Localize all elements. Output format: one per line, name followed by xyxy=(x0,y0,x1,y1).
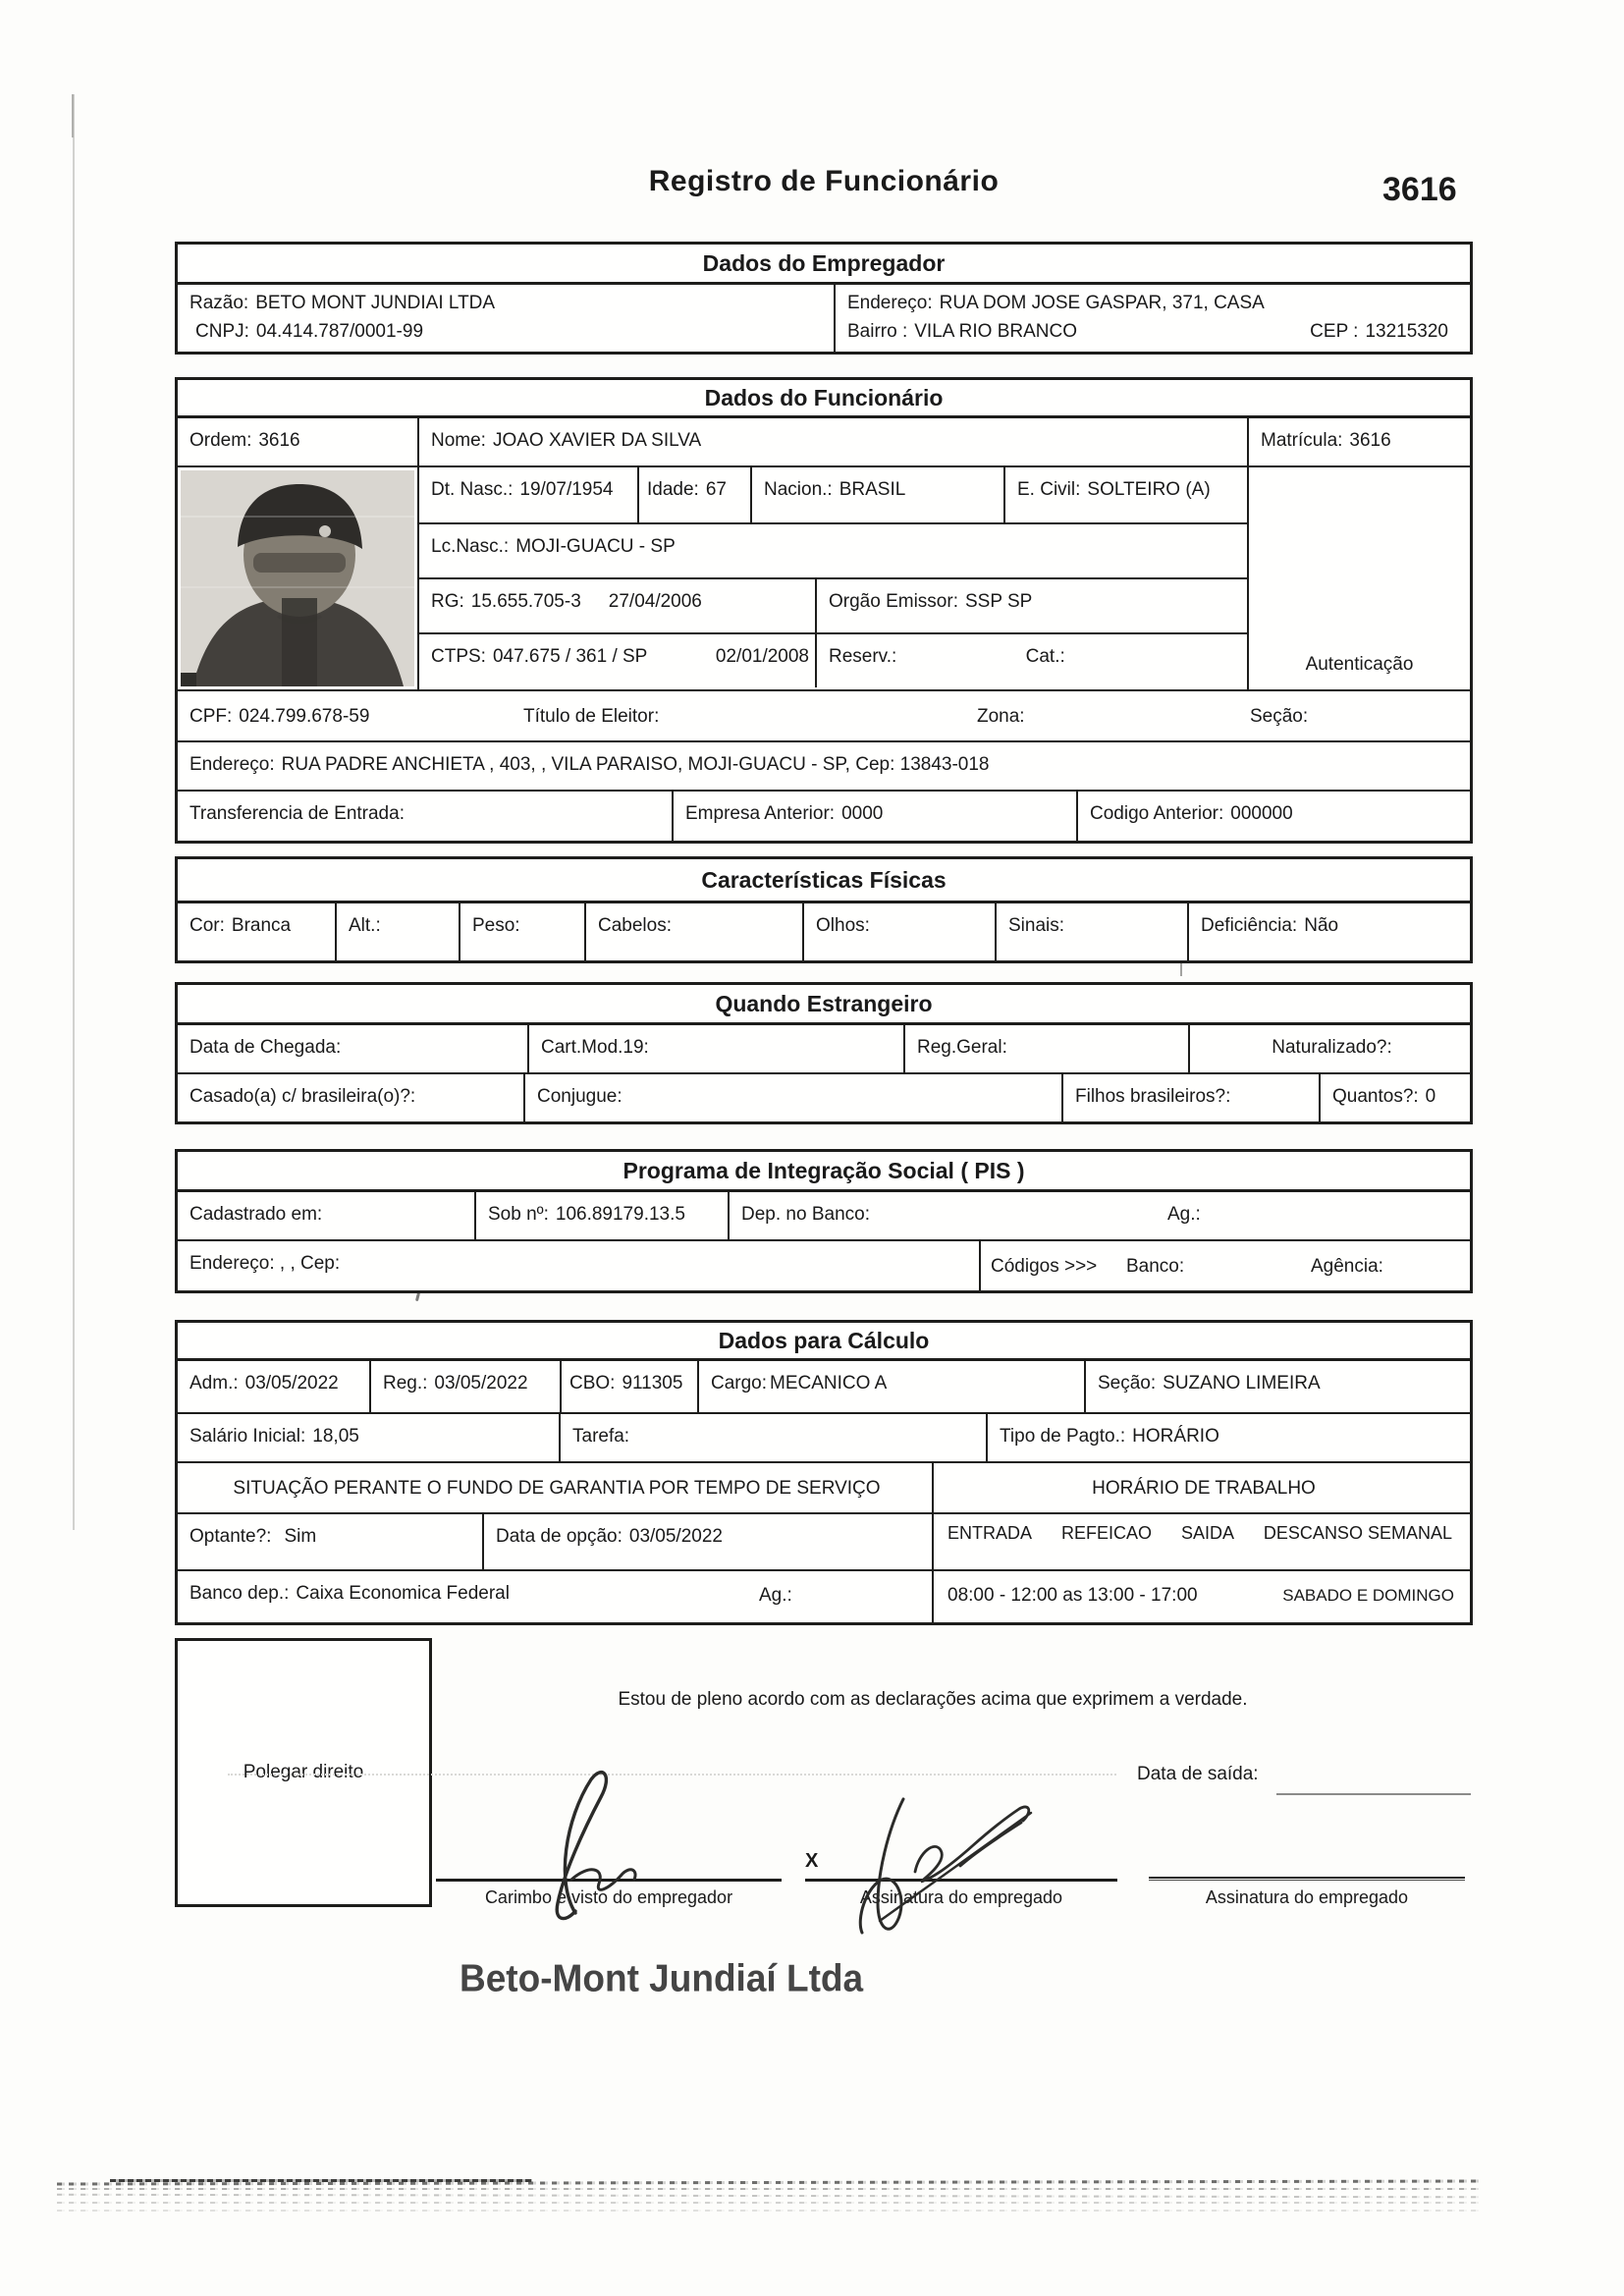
row-transferencia xyxy=(178,790,1470,841)
field-label: Optante?: xyxy=(189,1526,272,1547)
field-label: Reg.Geral: xyxy=(917,1037,1007,1058)
page-number: 3616 xyxy=(1382,171,1457,208)
field-label: Nome: xyxy=(431,430,486,451)
field-bairro xyxy=(847,320,1077,343)
scan-noise-line xyxy=(57,2210,1483,2212)
declaracao-text: Estou de pleno acordo com as declarações acima que exprimem a verdade. xyxy=(618,1689,1248,1710)
field-label: Data de Chegada: xyxy=(189,1037,342,1058)
row-pis-2 xyxy=(178,1239,1470,1290)
field-label: Razão: xyxy=(189,293,249,313)
section-title: Dados do Empregador xyxy=(178,245,1470,285)
field-label: Data de opção: xyxy=(496,1526,623,1547)
field-value: SUZANO LIMEIRA xyxy=(1163,1373,1321,1394)
horario-trabalho-header xyxy=(934,1463,1470,1512)
field-value: Branca xyxy=(231,915,292,936)
field-label: Conjugue: xyxy=(537,1086,623,1107)
employer-signature-scribble xyxy=(507,1764,664,1926)
field-value: SOLTEIRO (A) xyxy=(1087,479,1211,500)
field-label: Sob nº: xyxy=(488,1204,549,1225)
carimbo-label: Carimbo e visto do empregador xyxy=(484,1887,733,1907)
field-label: Tarefa: xyxy=(572,1426,630,1447)
field-value: 03/05/2022 xyxy=(244,1373,339,1394)
field-value: 67 xyxy=(705,479,727,500)
field-optante xyxy=(178,1514,484,1569)
section-title: Programa de Integração Social ( PIS ) xyxy=(178,1152,1470,1192)
field-estado-civil xyxy=(1005,467,1247,522)
field-label: Endereço: xyxy=(189,754,275,775)
field-horario-valor xyxy=(934,1571,1470,1622)
field-adm xyxy=(178,1361,371,1412)
field-ordem xyxy=(178,418,419,465)
field-value: RUA PADRE ANCHIETA , 403, , VILA PARAISO, MOJI-GUACU - SP, Cep: 13843-018 xyxy=(281,754,990,775)
field-endereco-funcionario xyxy=(178,742,1470,790)
assinatura-empregado-label-1: Assinatura do empregado xyxy=(859,1887,1063,1907)
field-label: Naturalizado?: xyxy=(1272,1037,1392,1058)
field-sob-numero xyxy=(476,1192,730,1239)
scan-noise-line xyxy=(57,2202,1483,2204)
field-label: Seção: xyxy=(1098,1373,1157,1394)
row-nascimento xyxy=(419,467,1247,522)
section-title: Dados do Funcionário xyxy=(178,380,1470,418)
field-value: 106.89179.13.5 xyxy=(555,1204,685,1225)
scan-artifact-dotted-line xyxy=(228,1774,1116,1776)
field-pis-endereco xyxy=(178,1241,981,1290)
field-label: Deficiência: xyxy=(1201,915,1298,936)
field-label: Empresa Anterior: xyxy=(685,803,836,824)
field-label: Cabelos: xyxy=(598,915,672,936)
field-label: Endereço: xyxy=(847,293,933,313)
data-saida-label: Data de saída: xyxy=(1137,1764,1259,1784)
field-matricula xyxy=(1249,418,1470,465)
field-zona: Zona: xyxy=(977,706,1025,727)
field-value: VILA RIO BRANCO xyxy=(914,321,1078,342)
field-orgao-emissor xyxy=(817,579,1247,632)
col-refeicao: REFEICAO xyxy=(1060,1523,1152,1543)
field-cadastrado-em xyxy=(178,1192,476,1239)
field-rg xyxy=(419,579,817,632)
field-cabelos xyxy=(586,903,804,960)
photo-side-rows xyxy=(419,467,1249,689)
field-cpf xyxy=(189,705,369,728)
field-ctps-num xyxy=(431,645,647,687)
field-cep xyxy=(1310,320,1448,343)
field-reserv-cat xyxy=(817,634,1247,687)
field-label: Dt. Nasc.: xyxy=(431,479,514,500)
field-lc-nasc xyxy=(419,524,1247,577)
section-caracteristicas-fisicas xyxy=(175,856,1473,963)
field-label: CBO: xyxy=(569,1373,616,1394)
field-label: Cadastrado em: xyxy=(189,1204,323,1225)
field-value: 13215320 xyxy=(1365,321,1448,342)
section-pis xyxy=(175,1149,1473,1293)
field-label: Orgão Emissor: xyxy=(829,591,958,612)
field-endereco xyxy=(847,292,1462,314)
field-olhos xyxy=(804,903,997,960)
field-razao-cnpj xyxy=(178,285,836,352)
field-value: RUA DOM JOSE GASPAR, 371, CASA xyxy=(939,293,1265,313)
scan-noise-line xyxy=(57,2194,1483,2199)
field-banco-dep xyxy=(178,1571,934,1622)
field-value: JOAO XAVIER DA SILVA xyxy=(492,430,702,451)
field-value: Caixa Economica Federal xyxy=(296,1583,510,1604)
row-calculo-1 xyxy=(178,1361,1470,1412)
field-value: SSP SP xyxy=(964,591,1033,612)
field-value: MOJI-GUACU - SP xyxy=(515,536,676,557)
field-label: Salário Inicial: xyxy=(189,1426,306,1447)
scan-artifact-vertical-line-dark xyxy=(72,94,74,137)
field-label: Cart.Mod.19: xyxy=(541,1037,649,1058)
field-label: Idade: xyxy=(647,479,699,500)
scan-noise-line xyxy=(57,2188,1483,2190)
row-local-nascimento xyxy=(419,522,1247,577)
field-value: 047.675 / 361 / SP xyxy=(492,646,648,667)
field-label: Dep. no Banco: xyxy=(741,1204,870,1225)
field-label: CPF: xyxy=(189,706,233,727)
section-title: Dados para Cálculo xyxy=(178,1323,1470,1361)
row-calculo-3 xyxy=(178,1461,1470,1512)
field-value: 04.414.787/0001-99 xyxy=(255,321,424,342)
field-dep-banco xyxy=(730,1192,1470,1239)
signature-line-employee-2 xyxy=(1149,1877,1465,1881)
field-cor xyxy=(178,903,337,960)
row-estrangeiro-2 xyxy=(178,1072,1470,1121)
field-label: Alt.: xyxy=(349,915,381,936)
scan-noise-line-dark xyxy=(110,2179,532,2182)
field-deficiencia xyxy=(1189,903,1470,960)
field-label: E. Civil: xyxy=(1017,479,1081,500)
field-ag-label: Ag.: xyxy=(1167,1204,1201,1225)
field-label: Cargo: xyxy=(711,1373,768,1394)
field-quantos xyxy=(1321,1074,1470,1121)
field-value: MECANICO A xyxy=(770,1373,888,1394)
section-quando-estrangeiro xyxy=(175,982,1473,1124)
field-value: 3616 xyxy=(1349,430,1391,451)
field-label: Lc.Nasc.: xyxy=(431,536,510,557)
field-naturalizado xyxy=(1190,1025,1470,1072)
field-label: Olhos: xyxy=(816,915,870,936)
row-pis-1 xyxy=(178,1192,1470,1239)
field-cbo xyxy=(562,1361,699,1412)
field-secao: Seção: xyxy=(1250,706,1309,727)
col-entrada: ENTRADA xyxy=(947,1523,1033,1543)
field-filhos-brasileiros xyxy=(1063,1074,1321,1121)
x-mark: X xyxy=(805,1850,819,1872)
company-stamp-text: Beto-Mont Jundiaí Ltda xyxy=(460,1957,864,1999)
field-ctps xyxy=(419,634,817,687)
section-dados-empregador xyxy=(175,242,1473,355)
field-agencia-label: Agência: xyxy=(1311,1256,1383,1277)
field-cat-label: Cat.: xyxy=(1025,646,1065,667)
field-cargo xyxy=(699,1361,1086,1412)
photo-cell xyxy=(178,467,419,689)
field-dt-nasc xyxy=(419,467,639,522)
field-reg-geral xyxy=(905,1025,1190,1072)
row-calculo-4 xyxy=(178,1512,1470,1569)
field-conjugue xyxy=(525,1074,1063,1121)
field-codigos-label: Códigos >>> xyxy=(991,1256,1098,1277)
field-label: CTPS: xyxy=(431,646,486,667)
scan-artifact-tick xyxy=(415,1292,420,1301)
field-value: 911305 xyxy=(622,1373,683,1394)
polegar-label: Polegar direito xyxy=(243,1762,364,1782)
field-value: 03/05/2022 xyxy=(434,1373,528,1394)
col-saida: SAIDA xyxy=(1180,1523,1234,1543)
field-salario-inicial xyxy=(178,1414,561,1461)
field-value: 0000 xyxy=(841,803,884,824)
field-value: 15.655.705-3 xyxy=(470,591,581,612)
employee-signature-scribble xyxy=(823,1789,1058,1946)
field-label: Transferencia de Entrada: xyxy=(189,803,405,824)
field-value: 3616 xyxy=(258,430,300,451)
field-tipo-pagto xyxy=(988,1414,1470,1461)
field-label: Banco dep.: xyxy=(189,1583,290,1604)
field-data-opcao xyxy=(484,1514,934,1569)
field-value: BETO MONT JUNDIAI LTDA xyxy=(255,293,496,313)
field-data-chegada xyxy=(178,1025,529,1072)
field-label: Cor: xyxy=(189,915,225,936)
autenticacao-label: Autenticação xyxy=(1305,654,1414,675)
cpf-row-cell xyxy=(178,691,1470,740)
section-title: Quando Estrangeiro xyxy=(178,985,1470,1025)
row-fisicas xyxy=(178,903,1470,960)
field-label: CNPJ: xyxy=(195,321,249,342)
field-label: Quantos?: xyxy=(1332,1086,1419,1107)
field-secao-calculo xyxy=(1086,1361,1470,1412)
page-title: Registro de Funcionário xyxy=(648,165,1000,197)
field-ag-dep-label: Ag.: xyxy=(759,1585,792,1606)
field-casado-brasileira xyxy=(178,1074,525,1121)
field-value: HORÁRIO xyxy=(1132,1426,1219,1447)
field-cnpj xyxy=(189,320,826,343)
field-nacionalidade xyxy=(752,467,1005,522)
field-label: Bairro : xyxy=(847,321,908,342)
data-saida-blank-line xyxy=(1276,1793,1471,1795)
scan-artifact-vertical-line xyxy=(73,94,75,1530)
field-label: Matrícula: xyxy=(1261,430,1343,451)
row-cpf xyxy=(178,689,1470,740)
field-endereco-bairro xyxy=(836,285,1470,352)
descanso-value: SABADO E DOMINGO xyxy=(1282,1586,1454,1605)
field-tarefa xyxy=(561,1414,988,1461)
field-label: CEP : xyxy=(1310,321,1359,342)
field-cart-mod xyxy=(529,1025,905,1072)
field-reg xyxy=(371,1361,562,1412)
field-codigo-anterior xyxy=(1078,792,1470,841)
field-label: Ordem: xyxy=(189,430,252,451)
field-label: Codigo Anterior: xyxy=(1090,803,1224,824)
field-value: Sim xyxy=(284,1526,317,1547)
field-codigos-banco-agencia xyxy=(981,1241,1470,1290)
horario-columns xyxy=(934,1514,1470,1569)
col-descanso: DESCANSO SEMANAL xyxy=(1263,1523,1452,1543)
field-bairro-cep xyxy=(847,320,1462,343)
field-value: 19/07/1954 xyxy=(519,479,614,500)
field-value: BRASIL xyxy=(839,479,906,500)
field-label: Peso: xyxy=(472,915,520,936)
field-label: Reg.: xyxy=(383,1373,428,1394)
field-transferencia xyxy=(178,792,674,841)
polegar-direito-box xyxy=(175,1638,432,1907)
section-title: Características Físicas xyxy=(178,859,1470,903)
horario-value: 08:00 - 12:00 as 13:00 - 17:00 xyxy=(947,1585,1198,1606)
row-calculo-5 xyxy=(178,1569,1470,1622)
field-label: Filhos brasileiros?: xyxy=(1075,1086,1231,1107)
employee-photo xyxy=(181,470,414,686)
field-rg-date: 27/04/2006 xyxy=(608,591,702,612)
field-razao xyxy=(189,292,826,314)
field-label: Nacion.: xyxy=(764,479,833,500)
field-value: 03/05/2022 xyxy=(628,1526,723,1547)
field-titulo-eleitor: Título de Eleitor: xyxy=(523,706,660,727)
field-label: Tipo de Pagto.: xyxy=(1000,1426,1126,1447)
field-label: Casado(a) c/ brasileira(o)?: xyxy=(189,1086,416,1107)
field-peso xyxy=(460,903,586,960)
horario-title: HORÁRIO DE TRABALHO xyxy=(1092,1478,1316,1499)
section-dados-calculo xyxy=(175,1320,1473,1625)
fgts-header xyxy=(178,1463,934,1512)
field-value: 000000 xyxy=(1230,803,1293,824)
row-ordem-nome-matricula xyxy=(178,418,1470,465)
fgts-title: SITUAÇÃO PERANTE O FUNDO DE GARANTIA POR TEMPO DE SERVIÇO xyxy=(233,1478,881,1499)
row-endereco xyxy=(178,740,1470,790)
field-altura xyxy=(337,903,460,960)
row-calculo-2 xyxy=(178,1412,1470,1461)
field-value: 0 xyxy=(1425,1086,1436,1107)
field-nome xyxy=(419,418,1249,465)
assinatura-empregado-label-2: Assinatura do empregado xyxy=(1205,1887,1409,1907)
field-value: 18,05 xyxy=(312,1426,359,1447)
row-rg xyxy=(419,577,1247,632)
field-value: Não xyxy=(1304,915,1339,936)
employer-row xyxy=(178,285,1470,352)
field-sinais xyxy=(997,903,1189,960)
field-ctps-date: 02/01/2008 xyxy=(715,646,809,667)
field-reserv-label: Reserv.: xyxy=(829,646,897,667)
field-label: Endereço: , , Cep: xyxy=(189,1253,341,1274)
row-ctps xyxy=(419,632,1247,687)
field-value: 024.799.678-59 xyxy=(239,706,370,727)
section-dados-funcionario xyxy=(175,377,1473,844)
field-idade xyxy=(639,467,752,522)
field-empresa-anterior xyxy=(674,792,1078,841)
autenticacao-cell xyxy=(1249,467,1470,689)
field-label: RG: xyxy=(431,591,464,612)
row-estrangeiro-1 xyxy=(178,1025,1470,1072)
field-label: Adm.: xyxy=(189,1373,239,1394)
row-photo-block xyxy=(178,465,1470,689)
field-banco-label: Banco: xyxy=(1126,1256,1185,1277)
field-label: Sinais: xyxy=(1008,915,1065,936)
